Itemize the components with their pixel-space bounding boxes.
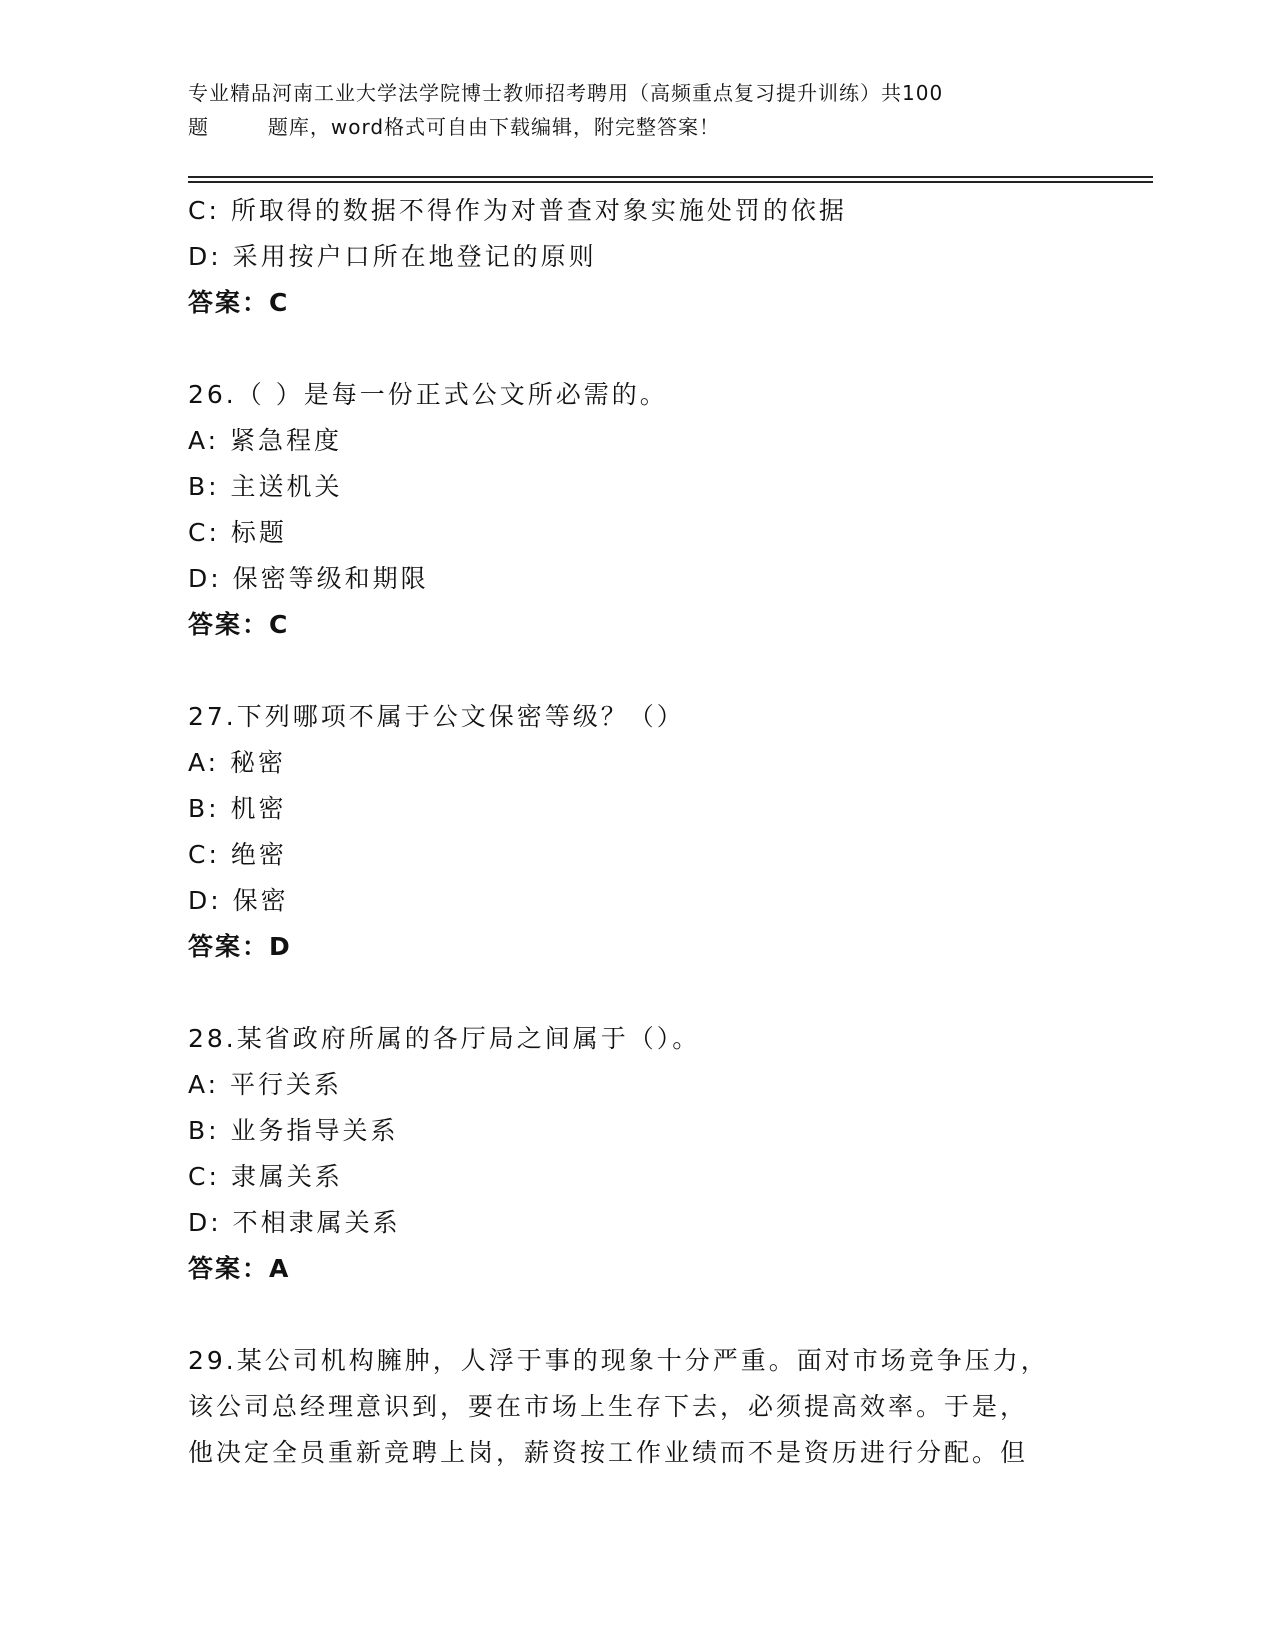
option-d: D: 保密 (188, 886, 289, 915)
question-text-line: 他决定全员重新竞聘上岗，薪资按工作业绩而不是资历进行分配。但 (188, 1438, 1029, 1467)
option-d: D: 保密等级和期限 (188, 564, 429, 593)
option-a: A: 紧急程度 (188, 426, 343, 455)
question-title: 28.某省政府所属的各厅局之间属于（）。 (188, 1024, 701, 1053)
option-c: C: 绝密 (188, 840, 287, 869)
option-c: C: 标题 (188, 518, 287, 547)
question-26 (188, 372, 1088, 648)
question-27 (188, 694, 1088, 970)
option-d: D: 不相隶属关系 (188, 1208, 401, 1237)
option-b: B: 机密 (188, 794, 287, 823)
document-header (188, 76, 1088, 144)
option-a: A: 平行关系 (188, 1070, 343, 1099)
option-b: B: 主送机关 (188, 472, 343, 501)
answer: 答案：D (188, 932, 292, 961)
option-b: B: 业务指导关系 (188, 1116, 399, 1145)
option-c: C: 所取得的数据不得作为对普查对象实施处罚的依据 (188, 196, 847, 225)
page-content (188, 188, 1088, 1476)
question-29 (188, 1338, 1088, 1476)
answer: 答案：A (188, 1254, 291, 1283)
answer: 答案：C (188, 610, 290, 639)
answer: 答案：C (188, 288, 290, 317)
question-28 (188, 1016, 1088, 1292)
header-divider-top (188, 176, 1153, 178)
option-c: C: 隶属关系 (188, 1162, 343, 1191)
header-line-2: 题 题库，word格式可自由下载编辑，附完整答案！ (188, 115, 721, 139)
option-a: A: 秘密 (188, 748, 287, 777)
question-text-line: 该公司总经理意识到，要在市场上生存下去，必须提高效率。于是， (188, 1392, 1029, 1421)
option-d: D: 采用按户口所在地登记的原则 (188, 242, 597, 271)
previous-question-tail (188, 188, 1088, 326)
header-divider-bottom (188, 181, 1153, 183)
question-title: 26.（ ）是每一份正式公文所必需的。 (188, 380, 668, 409)
question-text-line: 29.某公司机构臃肿，人浮于事的现象十分严重。面对市场竞争压力， (188, 1346, 1049, 1375)
question-title: 27.下列哪项不属于公文保密等级？（） (188, 702, 685, 731)
header-line-1: 专业精品河南工业大学法学院博士教师招考聘用（高频重点复习提升训练）共100 (188, 81, 944, 105)
